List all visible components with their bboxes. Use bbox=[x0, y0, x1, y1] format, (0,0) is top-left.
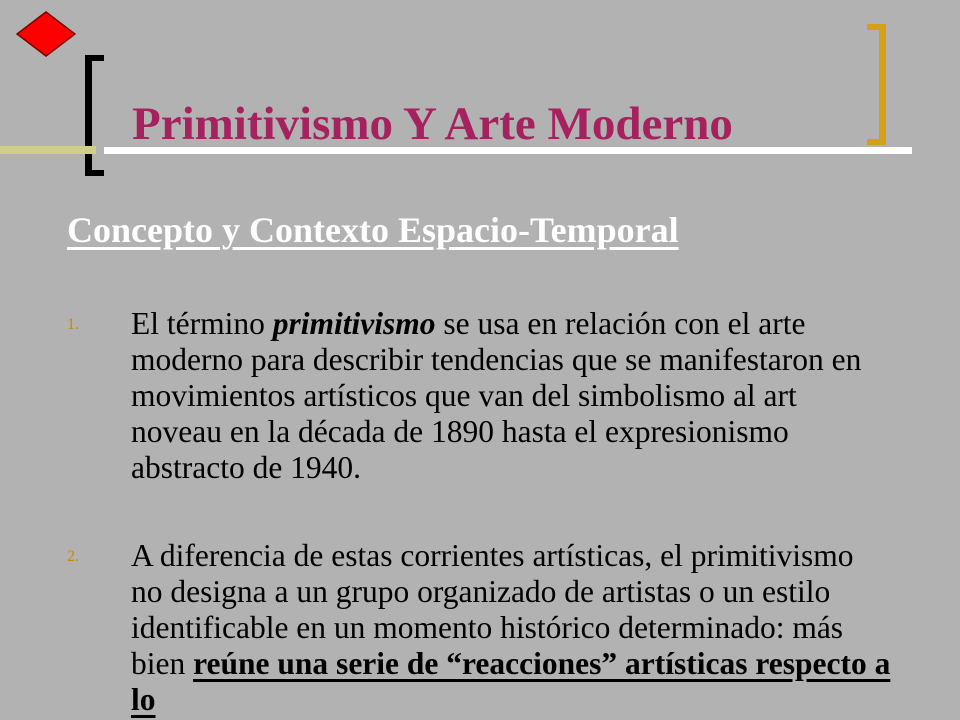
slide-title: Primitivismo Y Arte Moderno bbox=[132, 98, 733, 150]
underlined-emphasis: reúne una serie de “reacciones” artísticas respecto a lo bbox=[131, 646, 891, 717]
list-number: 1. bbox=[67, 316, 79, 333]
text-before: A diferencia de estas corrientes artísticas, el primitivismo no designa a un grupo organizado de artistas o un estilo identificable en un momento histórico determinado: más bien bbox=[131, 538, 854, 681]
list-item-text bbox=[131, 306, 891, 486]
slide-subheading: Concepto y Contexto Espacio-Temporal bbox=[67, 210, 679, 250]
emphasized-term: primitivismo bbox=[272, 306, 436, 341]
right-bracket-decoration bbox=[867, 24, 886, 145]
text-after: se usa en relación con el arte moderno para describir tendencias que se manifestaron en movimientos artísticos que van del simbolismo al art noveau en la década de 1890 hasta el expresionismo abstracto de 1940. bbox=[131, 306, 862, 485]
list-number: 2. bbox=[67, 548, 79, 565]
red-diamond-icon bbox=[16, 11, 76, 57]
list-item-text bbox=[131, 538, 891, 718]
left-bracket-decoration bbox=[85, 55, 104, 176]
olive-rule bbox=[0, 146, 96, 154]
text-before: El término bbox=[131, 306, 273, 341]
